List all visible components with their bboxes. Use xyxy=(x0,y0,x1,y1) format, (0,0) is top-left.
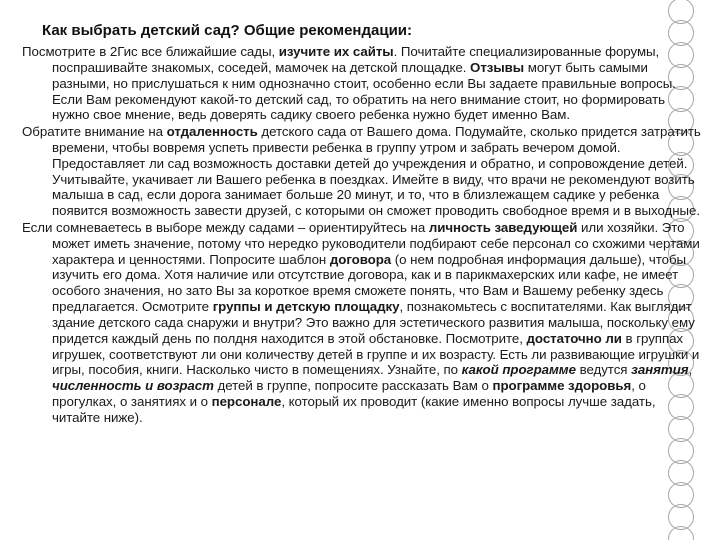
emphasis-text: программе здоровья xyxy=(492,378,632,394)
paragraph-text: детского сада от Вашего дома. Подумайте, сколько придется затратить времени, чтобы вовремя успеть привести ребенка в группу утром и забрать вечером домой. Предоставляет ли сад возможность доставки детей до учреждения и обратно, и сопровождение детей. Учитывайте, укачивает ли Вашего ребенка в поездках. Имейте в виду, что врачи не рекомендуют возить малыша в сад, если дорога занимает больше 20 минут, и то, что в близлежащем садике у ребенка появится возможность завести друзей, с которыми он сможет проводить свободное время и в выходные. xyxy=(52,124,701,219)
paragraph-text: (о нем подробная информация дальше), чтобы изучить его дома. Хотя наличие или отсутствие договора, как и в парикмахерских или кафе, не имеет особого значения, но зато Вы за короткое время сможете понять, что Вам и Вашему ребенку здесь предлагается. Осмотрите xyxy=(52,251,687,315)
ring-decoration xyxy=(669,483,694,508)
paragraph-text: , познакомьтесь с воспитателями. Как выглядит здание детского сада снаружи и внутри? Это важно для эстетического развития малыша, поскольку ему придется каждый день по полдня находится в этой обстановке. Посмотрите, xyxy=(52,299,695,346)
paragraph-text: Если сомневаетесь в выборе между садами – ориентируйтесь на xyxy=(22,219,429,235)
ring-decoration xyxy=(669,461,694,486)
paragraph-text: Обратите внимание на xyxy=(22,124,167,140)
ring-decoration xyxy=(669,505,694,530)
emphasis-text: группы и детскую площадку xyxy=(212,299,400,315)
paragraph-text: , xyxy=(688,362,693,378)
emphasis-text: персонале xyxy=(211,394,282,410)
emphasis-text: личность заведующей xyxy=(428,219,578,235)
paragraph-text: . Почитайте специализированные форумы, поспрашивайте знакомых, соседей, мамочек на детской площадке. xyxy=(52,44,660,75)
ring-decoration xyxy=(669,0,694,24)
emphasis-text: Отзывы xyxy=(470,59,525,75)
page-title: Как выбрать детский сад? Общие рекомендации: xyxy=(42,22,413,39)
emphasis-text: достаточно ли xyxy=(526,330,622,346)
paragraph-text: Посмотрите в 2Гис все ближайшие сады, xyxy=(22,44,279,59)
emphasis-text: занятия xyxy=(631,362,689,378)
paragraph-distance xyxy=(22,124,706,219)
emphasis-text: какой программе xyxy=(461,362,576,378)
paragraph-text: , о прогулках, о занятиях и о xyxy=(52,378,646,410)
ring-decoration xyxy=(669,527,694,540)
paragraph-text: в группах игрушек, соответствуют ли они количеству детей в группе и их возрасту. Есть ли развивающие игрушки и игры, пособия, книги. Насколько чисто в помещениях. Узнайте, по xyxy=(52,330,700,378)
ring-decoration xyxy=(669,21,694,46)
emphasis-text: договора xyxy=(329,251,392,267)
paragraph-manager xyxy=(22,220,706,426)
paragraph-text: , который их проводит (какие именно вопросы лучше задать, читайте ниже). xyxy=(52,394,656,425)
paragraph-websites xyxy=(22,44,706,123)
paragraph-text: ведутся xyxy=(575,362,632,378)
ring-decoration xyxy=(669,439,694,464)
paragraph-text: или хозяйки. Это может иметь значение, потому что нередко руководители подбирают себе персонал со схожими чертами характера и ценностями. Попросите шаблон xyxy=(52,219,700,267)
paragraph-text: детей в группе, попросите рассказать Вам о xyxy=(213,378,493,394)
paragraph-text: могут быть самыми разными, но прислушаться к ним однозначно стоит, особенно если Вы задаете правильные вопросы. Если Вам рекомендуют какой-то детский сад, то обратить на него внимание стоит, но формировать нужно свое мнение, ведь доверять садику своего ребенка нужно будет именно Вам. xyxy=(52,59,676,123)
emphasis-text: численность и возраст xyxy=(52,378,214,394)
recommendations-text xyxy=(22,44,706,427)
emphasis-text: изучите их сайты xyxy=(278,44,394,59)
emphasis-text: отдаленность xyxy=(166,124,258,140)
